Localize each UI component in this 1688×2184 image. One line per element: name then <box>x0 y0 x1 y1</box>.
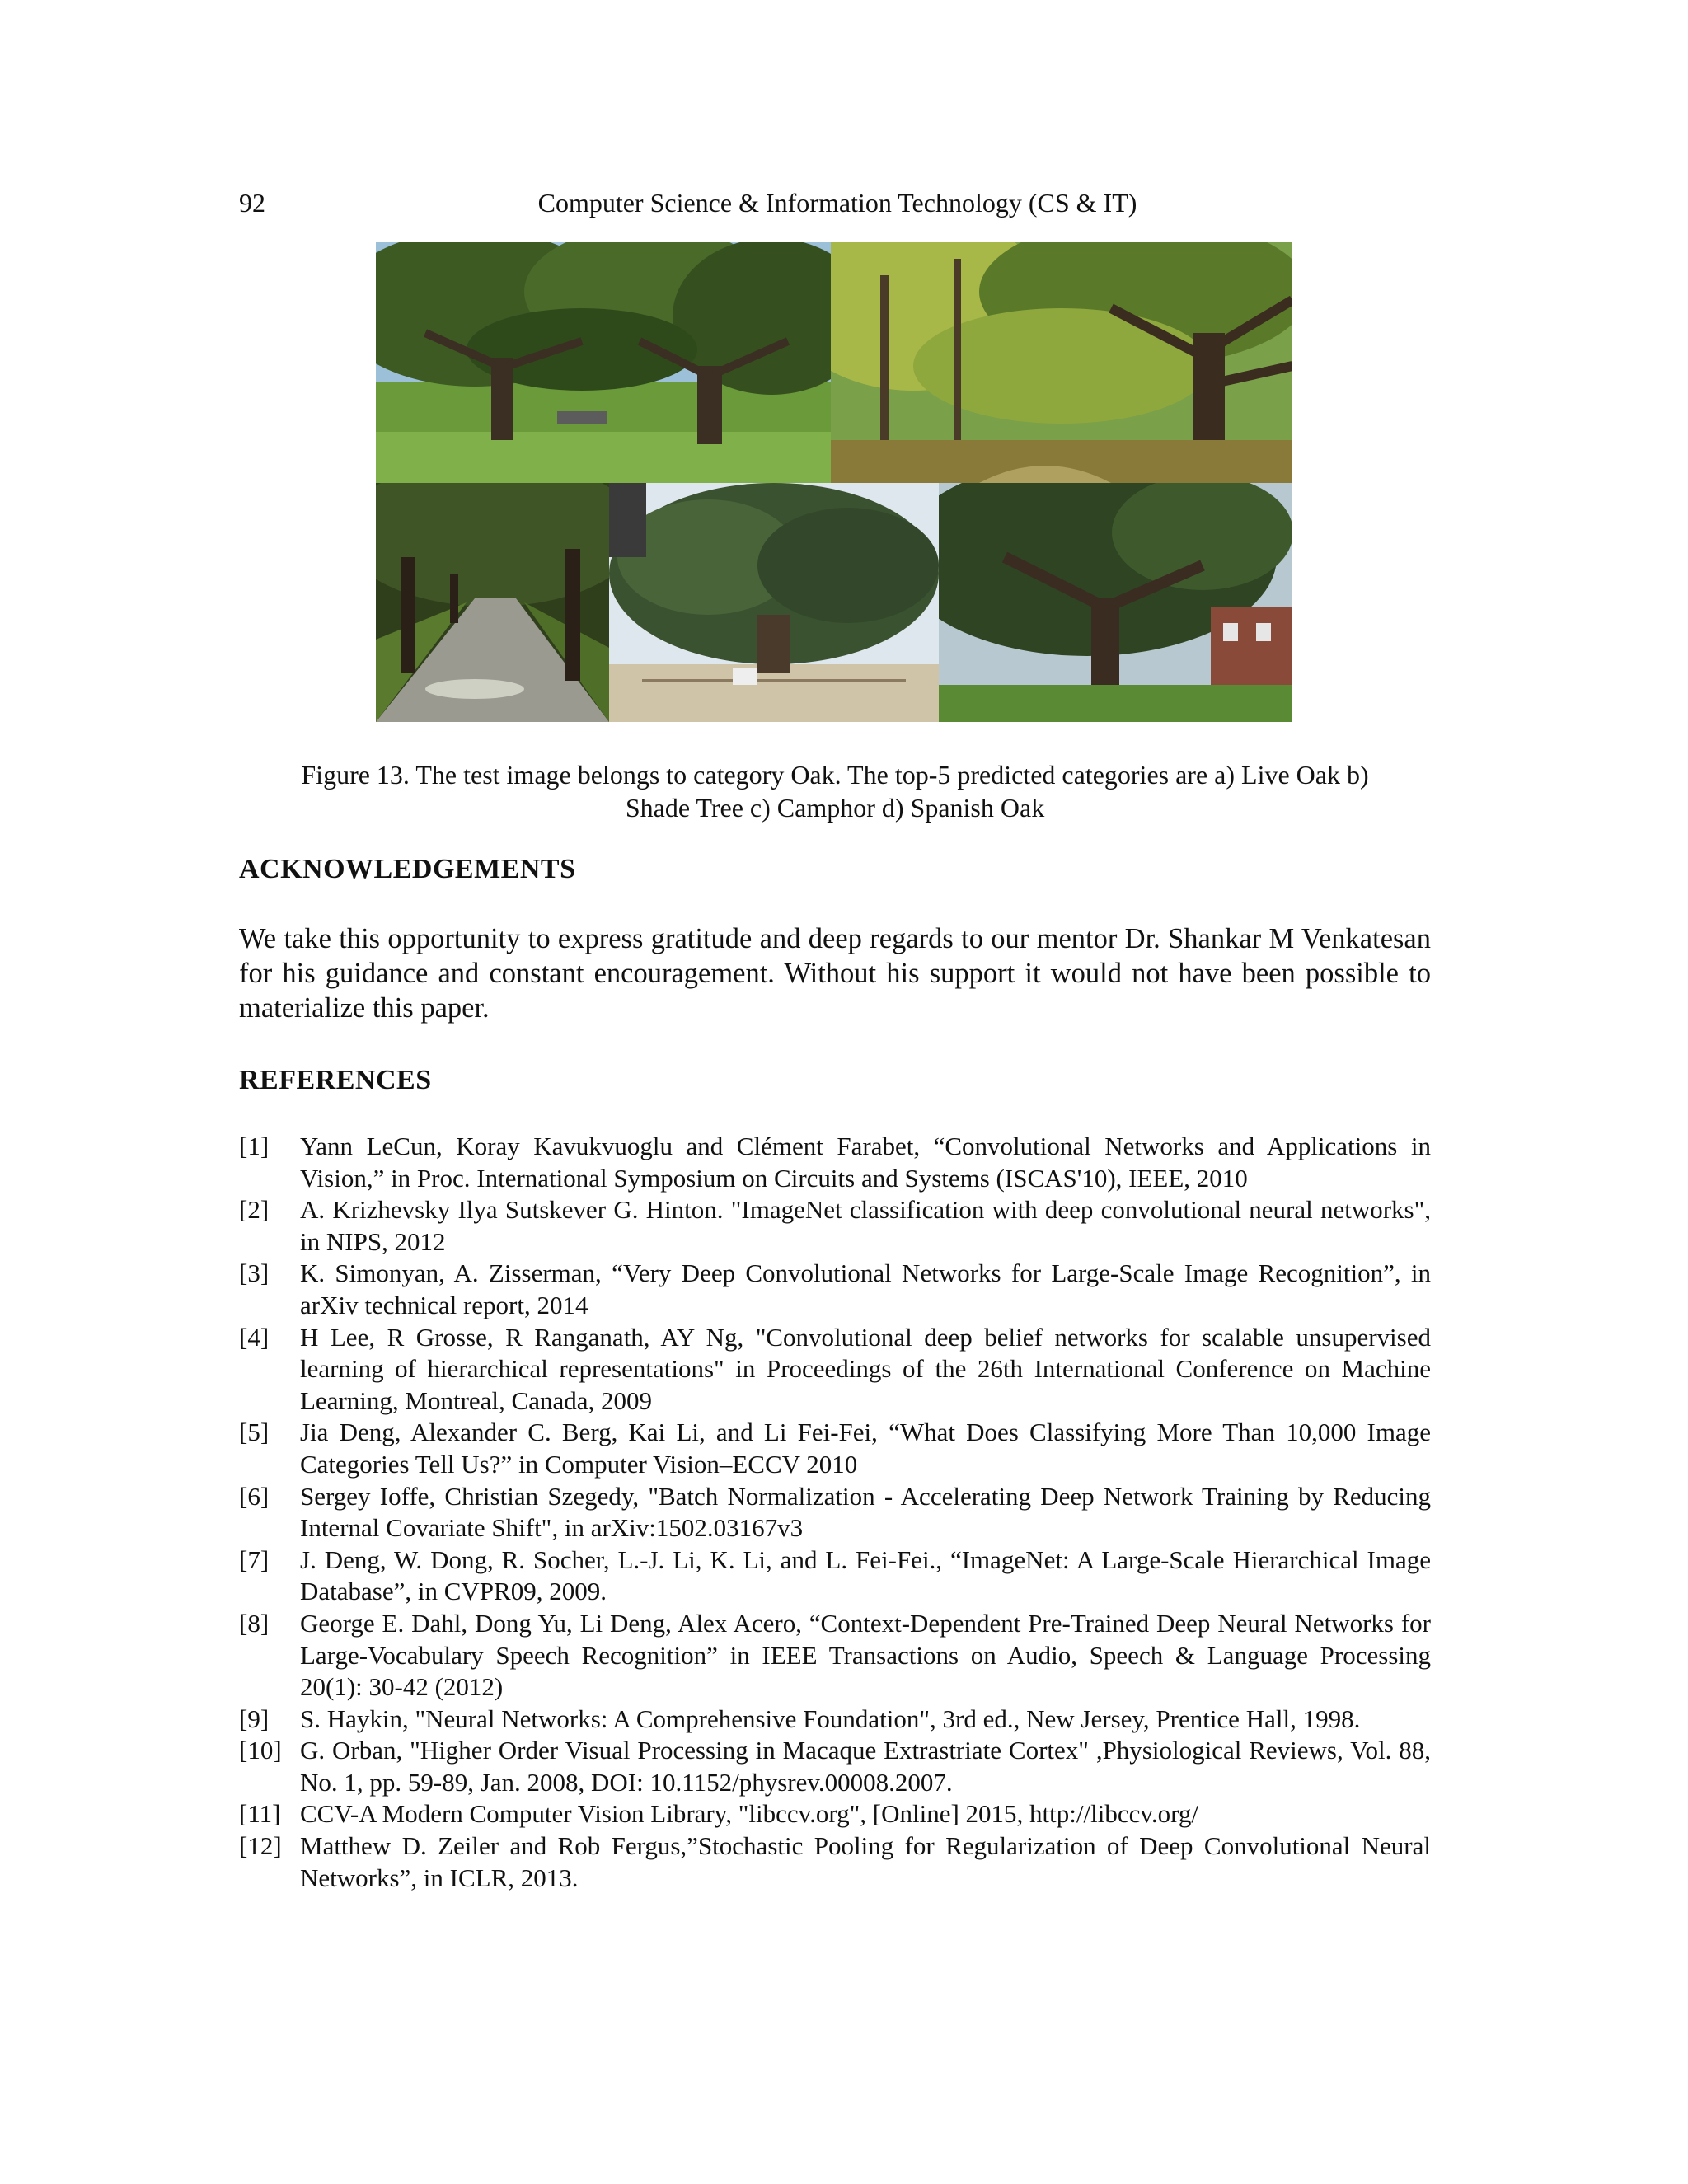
oak-photo-forest <box>831 242 1292 483</box>
reference-number: [5] <box>239 1418 270 1447</box>
reference-number: [9] <box>239 1704 270 1733</box>
reference-number: [11] <box>239 1799 281 1829</box>
oak-photo-park <box>376 242 831 483</box>
oak-photo-avenue <box>376 483 609 722</box>
reference-number: [2] <box>239 1195 270 1225</box>
oak-photo-building <box>939 483 1292 722</box>
acknowledgements-heading: ACKNOWLEDGEMENTS <box>239 854 576 884</box>
reference-text: K. Simonyan, A. Zisserman, “Very Deep Convolutional Networks for Large-Scale Image Recognition”, in arXiv technical report, 2014 <box>300 1258 1431 1319</box>
reference-text: J. Deng, W. Dong, R. Socher, L.-J. Li, K. Li, and L. Fei-Fei., “ImageNet: A Large-Scale Hierarchical Image Database”, in CVPR09, 2009. <box>300 1544 1431 1606</box>
figure-oak-collage <box>376 242 1292 722</box>
reference-text: H Lee, R Grosse, R Ranganath, AY Ng, "Convolutional deep belief networks for scalable unsupervised learning of hierarchical representations" in Proceedings of the 26th International Conference on Machine Learning, Montreal, Canada, 2009 <box>300 1322 1431 1415</box>
reference-number: [4] <box>239 1322 270 1352</box>
reference-text: Matthew D. Zeiler and Rob Fergus,”Stochastic Pooling for Regularization of Deep Convolutional Neural Networks”, in ICLR, 2013. <box>300 1831 1431 1892</box>
reference-text: George E. Dahl, Dong Yu, Li Deng, Alex Acero, “Context-Dependent Pre-Trained Deep Neural Networks for Large-Vocabulary Speech Recognition” in IEEE Transactions on Audio, Speech & Language Processing 20(1): 30-42 (2012) <box>300 1608 1431 1702</box>
figure-caption-line2: Shade Tree c) Camphor d) Spanish Oak <box>625 793 1045 823</box>
oak-photo-spreading-tree <box>609 483 939 722</box>
reference-item <box>239 1735 1431 1798</box>
reference-text: A. Krizhevsky Ilya Sutskever G. Hinton. "ImageNet classification with deep convolutional neural networks", in NIPS, 2012 <box>300 1195 1431 1256</box>
reference-number: [12] <box>239 1831 282 1861</box>
acknowledgements-body: We take this opportunity to express gratitude and deep regards to our mentor Dr. Shankar M Venkatesan for his guidance and constant encouragement. Without his support it would not have been possible to materialize this paper. <box>239 923 1431 1024</box>
figure-caption-line1: Figure 13. The test image belongs to category Oak. The top-5 predicted categories are a) Live Oak b) <box>301 760 1369 790</box>
reference-item <box>239 1322 1431 1418</box>
reference-number: [10] <box>239 1736 282 1765</box>
reference-text: Jia Deng, Alexander C. Berg, Kai Li, and Li Fei-Fei, “What Does Classifying More Than 10,000 Image Categories Tell Us?” in Computer Vision–ECCV 2010 <box>300 1418 1431 1479</box>
reference-text: G. Orban, "Higher Order Visual Processing in Macaque Extrastriate Cortex" ,Physiological Reviews, Vol. 88, No. 1, pp. 59-89, Jan. 2008, DOI: 10.1152/physrev.00008.2007. <box>300 1736 1431 1797</box>
reference-item <box>239 1544 1431 1608</box>
reference-text: S. Haykin, "Neural Networks: A Comprehensive Foundation", 3rd ed., New Jersey, Prentice Hall, 1998. <box>300 1704 1361 1733</box>
page-number: 92 <box>239 188 265 218</box>
reference-item <box>239 1608 1431 1704</box>
reference-item <box>239 1704 1431 1736</box>
reference-item <box>239 1481 1431 1544</box>
reference-number: [6] <box>239 1481 270 1511</box>
figure-caption <box>239 758 1431 824</box>
reference-text: Yann LeCun, Koray Kavukvuoglu and Clément Farabet, “Convolutional Networks and Applications in Vision,” in Proc. International Symposium on Circuits and Systems (ISCAS'10), IEEE, 2010 <box>300 1132 1431 1193</box>
reference-item <box>239 1194 1431 1258</box>
reference-item <box>239 1798 1431 1830</box>
reference-number: [8] <box>239 1608 270 1638</box>
reference-text: Sergey Ioffe, Christian Szegedy, "Batch Normalization - Accelerating Deep Network Training by Reducing Internal Covariate Shift", in arXiv:1502.03167v3 <box>300 1481 1431 1543</box>
reference-item <box>239 1258 1431 1321</box>
running-header <box>0 188 1688 218</box>
reference-item <box>239 1830 1431 1894</box>
reference-number: [1] <box>239 1132 270 1160</box>
reference-item <box>239 1131 1431 1194</box>
journal-title: Computer Science & Information Technology (CS & IT) <box>537 188 1137 218</box>
reference-number: [7] <box>239 1544 270 1574</box>
references-heading: REFERENCES <box>239 1065 432 1095</box>
reference-text: CCV-A Modern Computer Vision Library, "libccv.org", [Online] 2015, http://libccv.org/ <box>300 1799 1198 1829</box>
reference-list <box>239 1131 1431 1894</box>
reference-number: [3] <box>239 1258 270 1288</box>
reference-item <box>239 1417 1431 1480</box>
